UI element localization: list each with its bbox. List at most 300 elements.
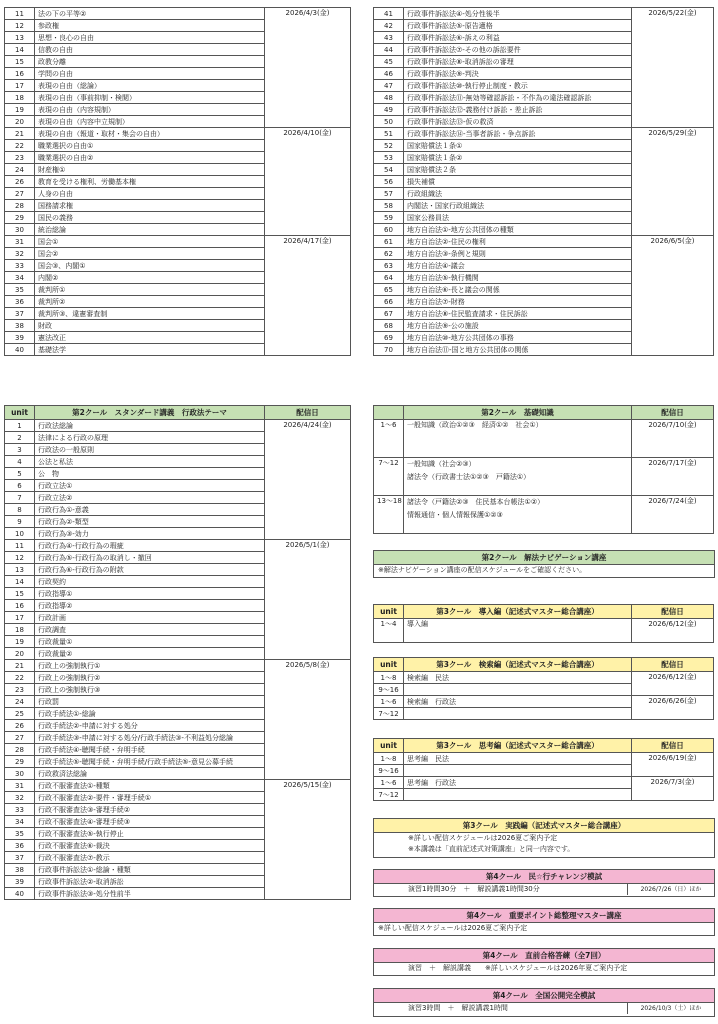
chokuzen-course-box xyxy=(373,948,715,976)
table-row xyxy=(5,308,351,320)
table-row xyxy=(374,248,714,260)
table-row xyxy=(5,636,351,648)
header-date: 配信日 xyxy=(632,739,714,753)
topic xyxy=(404,765,632,777)
topic: 法の下の平等② xyxy=(35,8,265,20)
unit-number: 17 xyxy=(5,612,35,624)
table-row xyxy=(5,56,351,68)
delivery-date xyxy=(265,116,351,128)
table-row xyxy=(5,840,351,852)
topic-line: 一般知識（社会②③） xyxy=(407,460,476,468)
topic: 損失補償 xyxy=(404,176,632,188)
unit-number: 11 xyxy=(5,8,35,20)
unit-number: 44 xyxy=(374,44,404,56)
topic: 国会③、内閣① xyxy=(35,260,265,272)
topic: 裁判所② xyxy=(35,296,265,308)
topic: 国民の義務 xyxy=(35,212,265,224)
delivery-date xyxy=(632,80,714,92)
unit-number: 50 xyxy=(374,116,404,128)
delivery-date xyxy=(632,176,714,188)
table-row xyxy=(374,260,714,272)
chokuzen-text: 演習 ＋ 解説講義 ※詳しいスケジュールは2026年夏ご案内予定 xyxy=(408,964,628,972)
table-row xyxy=(374,8,714,20)
delivery-date xyxy=(632,308,714,320)
unit-number: 21 xyxy=(5,660,35,672)
topic: 導入編 xyxy=(404,619,632,643)
topic: 内閣② xyxy=(35,272,265,284)
table-row xyxy=(5,492,351,504)
table-row xyxy=(5,320,351,332)
delivery-date: 2026/4/17(金) xyxy=(265,236,351,248)
topic: 内閣法・国家行政組織法 xyxy=(404,200,632,212)
unit-number: 30 xyxy=(5,224,35,236)
table-row xyxy=(5,852,351,864)
unit-number: 34 xyxy=(5,272,35,284)
topic: 地方自治法①-地方公共団体の種類 xyxy=(404,224,632,236)
delivery-date xyxy=(265,648,351,660)
topic: 行政調査 xyxy=(35,624,265,636)
table-row xyxy=(5,684,351,696)
table-row xyxy=(5,588,351,600)
unit-number: 49 xyxy=(374,104,404,116)
delivery-date xyxy=(265,284,351,296)
delivery-date xyxy=(265,260,351,272)
table-kiso-chishiki xyxy=(373,405,713,534)
topic: 表現の自由（総論） xyxy=(35,80,265,92)
header-unit xyxy=(374,406,404,420)
topic: 行政事件訴訟法①-総論・種類 xyxy=(35,864,265,876)
table-row xyxy=(5,648,351,660)
topic: 地方自治法②-住民の権利 xyxy=(404,236,632,248)
table-row xyxy=(374,32,714,44)
topic: 表現の自由（内容規制） xyxy=(35,104,265,116)
table-row xyxy=(5,152,351,164)
unit-number: 28 xyxy=(5,744,35,756)
table-row xyxy=(5,600,351,612)
table-row xyxy=(5,176,351,188)
jissen-title: 第3クール 実践編（記述式マスター総合講座） xyxy=(374,819,714,833)
topic: 行政手続法⑤-聴聞手続・弁明手続/行政手続法⑤-意見公募手続 xyxy=(35,756,265,768)
topic: 行政事件訴訟法⑦-その他の訴訟要件 xyxy=(404,44,632,56)
delivery-date xyxy=(632,708,714,720)
jissen-note-1: ※詳しい配信スケジュールは2026夏ご案内予定 xyxy=(408,834,558,842)
unit-number: 7 xyxy=(5,492,35,504)
topic: 行政罰 xyxy=(35,696,265,708)
topic: 行政救済法総論 xyxy=(35,768,265,780)
header-title: 第3クール 検索編（記述式マスター総合講座） xyxy=(404,658,632,672)
unit-number: 47 xyxy=(374,80,404,92)
table-row xyxy=(374,308,714,320)
table-row xyxy=(374,789,714,801)
table-row xyxy=(374,200,714,212)
unit-number: 45 xyxy=(374,56,404,68)
unit-number: 16 xyxy=(5,600,35,612)
table-row xyxy=(374,80,714,92)
table-row xyxy=(374,68,714,80)
delivery-date xyxy=(265,744,351,756)
delivery-date xyxy=(265,224,351,236)
unit-number: 56 xyxy=(374,176,404,188)
topic-line: 諸法令（行政書士法①②③ 戸籍法①） xyxy=(407,473,531,481)
table-row xyxy=(5,104,351,116)
unit-number: 22 xyxy=(5,672,35,684)
table-row xyxy=(374,777,714,789)
unit-number: 1 xyxy=(5,420,35,432)
table-row xyxy=(5,296,351,308)
topic: 行政上の強制執行③ xyxy=(35,684,265,696)
unit-number: 14 xyxy=(5,44,35,56)
unit-number: 37 xyxy=(5,308,35,320)
table-row xyxy=(5,744,351,756)
table-row xyxy=(374,188,714,200)
delivery-date xyxy=(265,164,351,176)
delivery-date xyxy=(265,20,351,32)
unit-number: 37 xyxy=(5,852,35,864)
table-row xyxy=(5,420,351,432)
navi-title: 第2クール 解法ナビゲーション講座 xyxy=(374,551,714,565)
delivery-date: 2026/6/12(金) xyxy=(632,619,714,643)
min-challenge-title: 第4クール 民☆行チャレンジ模試 xyxy=(374,870,714,884)
navi-course-box xyxy=(373,550,715,578)
topic: 国会① xyxy=(35,236,265,248)
table-gyoseiho-theme xyxy=(4,405,350,900)
topic: 国会② xyxy=(35,248,265,260)
min-challenge-date: 2026/7/26（日）ほか xyxy=(627,884,714,895)
table-row xyxy=(5,768,351,780)
delivery-date xyxy=(265,32,351,44)
table-row xyxy=(5,804,351,816)
delivery-date xyxy=(265,152,351,164)
delivery-date xyxy=(265,852,351,864)
delivery-date: 2026/5/29(金) xyxy=(632,128,714,140)
topic: 行政不服審査法①-種類 xyxy=(35,780,265,792)
unit-number: 32 xyxy=(5,792,35,804)
topic: 財政 xyxy=(35,320,265,332)
topic: 表現の自由（報道・取材・集会の自由） xyxy=(35,128,265,140)
table-row xyxy=(5,576,351,588)
topic: 行政不服審査法⑥-裁決 xyxy=(35,840,265,852)
table-row xyxy=(374,284,714,296)
topic: 憲法改正 xyxy=(35,332,265,344)
delivery-date xyxy=(632,200,714,212)
delivery-date xyxy=(265,92,351,104)
topic: 地方自治法③-条例と規則 xyxy=(404,248,632,260)
table-row xyxy=(5,248,351,260)
unit-number: 31 xyxy=(5,236,35,248)
topic: 行政行為⑤-行政行為の取消し・撤回 xyxy=(35,552,265,564)
unit-number: 2 xyxy=(5,432,35,444)
juten-note: ※詳しい配信スケジュールは2026夏ご案内予定 xyxy=(378,924,528,932)
delivery-date xyxy=(265,720,351,732)
delivery-date xyxy=(632,68,714,80)
table-row xyxy=(5,876,351,888)
delivery-date: 2026/7/10(金) xyxy=(632,420,714,458)
unit-number: 18 xyxy=(5,92,35,104)
topic: 職業選択の自由① xyxy=(35,140,265,152)
delivery-date xyxy=(632,212,714,224)
delivery-date xyxy=(265,44,351,56)
delivery-date xyxy=(265,68,351,80)
kokai-course-box xyxy=(373,988,715,1017)
delivery-date xyxy=(265,528,351,540)
topic: 地方自治法⑧-住民監査請求・住民訴訟 xyxy=(404,308,632,320)
delivery-date xyxy=(632,92,714,104)
delivery-date xyxy=(632,20,714,32)
topic-line: 一般知識（政治①②③ 経済①② 社会①） xyxy=(407,421,543,429)
unit-number: 9 xyxy=(5,516,35,528)
unit-number: 61 xyxy=(374,236,404,248)
delivery-date xyxy=(265,708,351,720)
unit-number: 60 xyxy=(374,224,404,236)
unit-number: 59 xyxy=(374,212,404,224)
topic: 行政上の強制執行① xyxy=(35,660,265,672)
table-row xyxy=(5,660,351,672)
topic: 行政手続法④-聴聞手続・弁明手続 xyxy=(35,744,265,756)
delivery-date xyxy=(632,320,714,332)
table-row xyxy=(5,888,351,900)
topic: 行政法総論 xyxy=(35,420,265,432)
unit-number: 12 xyxy=(5,20,35,32)
unit-number: 26 xyxy=(5,176,35,188)
navi-note: ※解法ナビゲーション講座の配信スケジュールをご確認ください。 xyxy=(378,566,587,574)
unit-number: 1～8 xyxy=(374,753,404,765)
table-row xyxy=(5,80,351,92)
delivery-date xyxy=(265,888,351,900)
table-row xyxy=(5,816,351,828)
delivery-date xyxy=(632,164,714,176)
unit-number: 40 xyxy=(5,888,35,900)
delivery-date xyxy=(265,456,351,468)
delivery-date xyxy=(265,624,351,636)
topic: 地方自治法⑩-地方公共団体の事務 xyxy=(404,332,632,344)
table-row xyxy=(5,696,351,708)
topic: 職業選択の自由② xyxy=(35,152,265,164)
table-row xyxy=(5,624,351,636)
delivery-date xyxy=(265,308,351,320)
delivery-date xyxy=(265,672,351,684)
delivery-date: 2026/5/22(金) xyxy=(632,8,714,20)
delivery-date xyxy=(265,684,351,696)
unit-number: 51 xyxy=(374,128,404,140)
topic-line: 諸法令（戸籍法②③ 住民基本台帳法①②） xyxy=(407,498,545,506)
table-row xyxy=(374,164,714,176)
kokai-date: 2026/10/3（土）ほか xyxy=(627,1003,714,1014)
table-row xyxy=(374,672,714,684)
topic: 検索編 民法 xyxy=(404,672,632,684)
jissen-note-2: ※本講義は「直前記述式対策講座」と同一内容です。 xyxy=(408,845,575,853)
unit-number: 46 xyxy=(374,68,404,80)
table-row xyxy=(5,260,351,272)
topic: 行政事件訴訟法⑩-執行停止制度・教示 xyxy=(404,80,632,92)
table-row xyxy=(374,765,714,777)
topic: 行政事件訴訟法④-処分性後半 xyxy=(404,8,632,20)
unit-number: 52 xyxy=(374,140,404,152)
topic: 行政指導① xyxy=(35,588,265,600)
delivery-date xyxy=(265,296,351,308)
unit-number: 29 xyxy=(5,212,35,224)
delivery-date xyxy=(265,432,351,444)
unit-number: 36 xyxy=(5,296,35,308)
unit-number: 28 xyxy=(5,200,35,212)
delivery-date xyxy=(632,344,714,356)
topic: 表現の自由（内容中立規制） xyxy=(35,116,265,128)
topic: 検索編 行政法 xyxy=(404,696,632,708)
delivery-date xyxy=(265,332,351,344)
unit-number: 18 xyxy=(5,624,35,636)
unit-number: 54 xyxy=(374,164,404,176)
unit-number: 34 xyxy=(5,816,35,828)
unit-number: 35 xyxy=(5,828,35,840)
delivery-date xyxy=(265,600,351,612)
table-row xyxy=(374,236,714,248)
delivery-date xyxy=(265,564,351,576)
delivery-date xyxy=(632,296,714,308)
topic: 地方自治法⑨-公の施設 xyxy=(404,320,632,332)
unit-number: 30 xyxy=(5,768,35,780)
delivery-date xyxy=(265,344,351,356)
delivery-date xyxy=(632,32,714,44)
topic: 国家賠償法１条② xyxy=(404,152,632,164)
topic: 行政不服審査法⑦-教示 xyxy=(35,852,265,864)
table-row xyxy=(374,152,714,164)
table-row xyxy=(5,732,351,744)
topic: 行政事件訴訟法⑥-訴えの利益 xyxy=(404,32,632,44)
delivery-date xyxy=(632,765,714,777)
delivery-date xyxy=(265,612,351,624)
delivery-date xyxy=(265,188,351,200)
chokuzen-title: 第4クール 直前合格答練（全7回） xyxy=(374,949,714,963)
delivery-date xyxy=(265,636,351,648)
unit-number: 43 xyxy=(374,32,404,44)
topic: 行政手続法③-申請に対する処分/行政手続法③-不利益処分総論 xyxy=(35,732,265,744)
table-row xyxy=(374,272,714,284)
table-row xyxy=(5,828,351,840)
header-title: 第2クール スタンダード講義 行政法テーマ xyxy=(35,406,265,420)
table-row xyxy=(5,116,351,128)
table-row xyxy=(5,8,351,20)
delivery-date xyxy=(632,140,714,152)
topic: 参政権 xyxy=(35,20,265,32)
table-row xyxy=(5,720,351,732)
delivery-date xyxy=(265,248,351,260)
unit-number: 7～12 xyxy=(374,789,404,801)
delivery-date xyxy=(265,732,351,744)
unit-number: 53 xyxy=(374,152,404,164)
delivery-date xyxy=(632,248,714,260)
topic: 国務請求権 xyxy=(35,200,265,212)
delivery-date xyxy=(632,789,714,801)
table-row xyxy=(374,320,714,332)
table-row xyxy=(374,128,714,140)
delivery-date xyxy=(632,284,714,296)
juten-title: 第4クール 重要ポイント総整理マスター講座 xyxy=(374,909,714,923)
table-row xyxy=(5,332,351,344)
delivery-date: 2026/4/3(金) xyxy=(265,8,351,20)
unit-number: 11 xyxy=(5,540,35,552)
table-row xyxy=(5,864,351,876)
table-row xyxy=(5,504,351,516)
topic: 行政組織法 xyxy=(404,188,632,200)
unit-number: 42 xyxy=(374,20,404,32)
delivery-date: 2026/7/24(金) xyxy=(632,496,714,534)
delivery-date: 2026/5/15(金) xyxy=(265,780,351,792)
table-row xyxy=(5,612,351,624)
topic: 行政手続法②-申請に対する処分 xyxy=(35,720,265,732)
topic: 基礎法学 xyxy=(35,344,265,356)
topic: 信教の自由 xyxy=(35,44,265,56)
delivery-date xyxy=(265,504,351,516)
unit-number: 40 xyxy=(5,344,35,356)
topic: 行政行為②-類型 xyxy=(35,516,265,528)
delivery-date xyxy=(265,588,351,600)
topic: 行政不服審査法④-審理手続③ xyxy=(35,816,265,828)
topic: 公 物 xyxy=(35,468,265,480)
unit-number: 24 xyxy=(5,696,35,708)
kokai-text: 演習3時間 ＋ 解説講義1時間 xyxy=(408,1004,508,1012)
unit-number: 7～12 xyxy=(374,708,404,720)
unit-number: 38 xyxy=(5,864,35,876)
unit-number: 3 xyxy=(5,444,35,456)
unit-number: 41 xyxy=(374,8,404,20)
unit-number: 22 xyxy=(5,140,35,152)
unit-number: 29 xyxy=(5,756,35,768)
topic: 行政立法② xyxy=(35,492,265,504)
header-title: 第3クール 思考編（記述式マスター総合講座） xyxy=(404,739,632,753)
table-row xyxy=(374,296,714,308)
unit-number: 68 xyxy=(374,320,404,332)
delivery-date xyxy=(265,176,351,188)
delivery-date xyxy=(632,272,714,284)
delivery-date xyxy=(632,44,714,56)
topic: 地方自治法⑦-財務 xyxy=(404,296,632,308)
table-row xyxy=(5,432,351,444)
table-row xyxy=(374,56,714,68)
table-row xyxy=(5,444,351,456)
topic: 政教分離 xyxy=(35,56,265,68)
unit-number: 32 xyxy=(5,248,35,260)
table-row xyxy=(5,756,351,768)
unit-number: 26 xyxy=(5,720,35,732)
table-row xyxy=(374,92,714,104)
unit-number: 36 xyxy=(5,840,35,852)
topic: 思考編 民法 xyxy=(404,753,632,765)
unit-number: 70 xyxy=(374,344,404,356)
delivery-date xyxy=(265,56,351,68)
unit-number: 62 xyxy=(374,248,404,260)
unit-range: 1～4 xyxy=(374,619,404,643)
delivery-date xyxy=(265,468,351,480)
table-row xyxy=(374,116,714,128)
topic: 行政行為①-意義 xyxy=(35,504,265,516)
header-title: 第2クール 基礎知識 xyxy=(404,406,632,420)
delivery-date xyxy=(265,792,351,804)
delivery-date xyxy=(265,444,351,456)
table-row xyxy=(5,212,351,224)
header-date: 配信日 xyxy=(632,406,714,420)
topic: 教育を受ける権利、労働基本権 xyxy=(35,176,265,188)
jissen-course-box xyxy=(373,818,715,858)
topic: 国家公務員法 xyxy=(404,212,632,224)
topic: 思考編 行政法 xyxy=(404,777,632,789)
topic-line: 情報通信・個人情報保護①②③ xyxy=(407,511,503,519)
delivery-date xyxy=(265,140,351,152)
unit-number: 27 xyxy=(5,732,35,744)
table-row xyxy=(5,480,351,492)
table-row xyxy=(5,528,351,540)
table-row xyxy=(5,140,351,152)
unit-number: 31 xyxy=(5,780,35,792)
unit-number: 9～16 xyxy=(374,765,404,777)
